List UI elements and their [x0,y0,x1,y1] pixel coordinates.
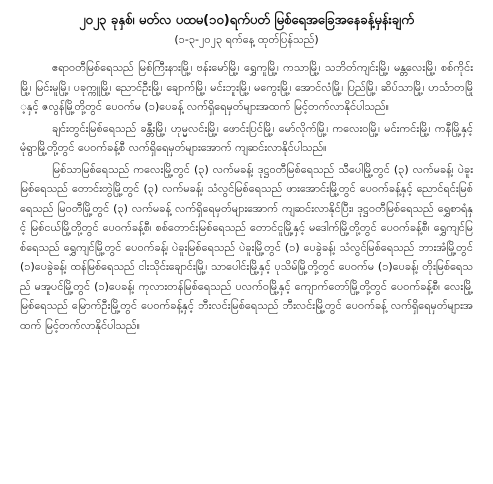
document-title: ၂၀၂၃ ခုနှစ်၊ မတ်လ ပထမ(၁၀)ရက်ပတ် မြစ်ရေအခြေအနေခန့်မှန်းချက် [79,13,414,28]
document-subtitle: (၁-၃-၂၀၂၃ ရက်နေ့ ထုတ်ပြန်သည်) [174,33,319,46]
paragraph-chindwin: ချင်းတွင်းမြစ်ရေသည် ခန္တီးမြို့၊ ဟုမ္မလင်းမြို့၊ ဖောင်းပြင်မြို့၊ မော်လိုက်မြို့၊ ကလေးဝမြို့၊ မင်းကင်းမြို့၊ ကနီမြို့နှင့် မုံရွာမြို့တို့တွင် ပေ၀က်ခန့်စီ လက်ရှိရေမှတ်များအောက် ကျဆင်းလာနိုင်ပါသည်။ [20,121,473,154]
paragraph-ayeyarwady: ဧရာဝတီမြစ်ရေသည် မြစ်ကြီးနားမြို့၊ ဗန်းမော်မြို့၊ ရွှေကူမြို့၊ ကသာမြို့၊ သဘိတ်ကျင်းမြို့၊ မန္တလေးမြို့၊ စစ်ကိုင်းမြို့၊ မြင်းမူမြို့၊ ပခုက္ကူမြို့၊ ညောင်ဦးမြို့၊ ချောက်မြို့၊ မင်းဘူးမြို့၊ မကွေးမြို့၊ အောင်လံမြို့၊ ပြည်မြို့၊ ဆိပ်သာမြို့၊ ဟင်္သာတမြို့နှင့် ဇလွန်မြို့တို့တွင် ပေ၀က်မ (၁)ပေခန့် လက်ရှိရေမှတ်များအထက် မြင့်တက်လာနိုင်ပါသည်။ [20,61,473,113]
paragraph-other-rivers: မြစ်သာမြစ်ရေသည် ကလေးမြို့တွင် (၃) လက်မခန့်၊ ဒုဋ္ဌဝတီမြစ်ရေသည် သီပေါမြို့တွင် (၃) လက်မခန့်၊ ပဲခူးမြစ်ရေသည် တောင်းတွဲမြို့တွင် (၃) လက်မခန့်၊ သံလွင်မြစ်ရေသည် ဖားအောင်းမြို့တွင် ပေ၀က်ခန့်နှင့် ညောင်ရင်းမြစ်ရေသည် မြဝတီမြို့တွင် (၃) လက်မခန့် လက်ရှိရေမှတ်များအောက် ကျဆင်းလာနိုင်ပြီး၊ ဒုဋ္ဌဝတီမြစ်ရေသည် ရွှေစာရံနှင့် မြစ်ငယ်မြို့တို့တွင် ပေ၀က်ခန့်စီ၊ စစ်တောင်းမြစ်ရေသည် တောင်ငူမြို့နှင့် မဒေါက်မြို့တို့တွင် ပေ၀က်ခန့်စီ၊ ရွှေကျင်မြစ်ရေသည် ရွှေကျင်မြို့တွင် ပေ၀က်ခန့်၊ ပဲခူးမြစ်ရေသည် ပဲခူးမြို့တွင် (၁) ပေခွဲခန့်၊ သံလွင်မြစ်ရေသည် ဘားအံမြို့တွင် (၁)ပေခွဲခန့်၊ ထန်မြစ်ရေသည် ငါးသိုင်းချောင်းမြို့၊ သာပေါင်းမြို့နှင့် ပုသိမ်မြို့တို့တွင် ပေ၀က်မ (၁)ပေခန့်၊ တိုးမြစ်ရေသည် မအူပင်မြို့တွင် (၁)ပေခန့်၊ ကုလားတန်မြစ်ရေသည် ပလက်ဝမြို့နှင့် ကျောက်တော်မြို့တို့တွင် ပေ၀က်ခန့်စီ၊ လေးမြို့မြစ်ရေသည် မြောက်ဦးမြို့တွင် ပေ၀က်ခန့်နှင့် ဘီးလင်းမြစ်ရေသည် ဘီးလင်းမြို့တွင် ပေ၀က်ခန့် လက်ရှိရေမှတ်များအထက် မြင့်တက်လာနိုင်ပါသည်။ [20,162,473,332]
